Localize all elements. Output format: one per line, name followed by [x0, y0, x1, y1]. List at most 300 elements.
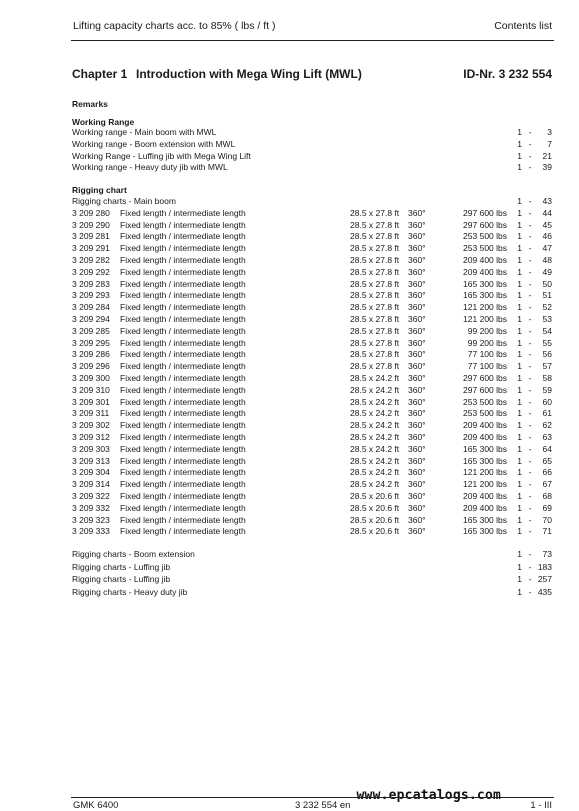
entry-label: Rigging charts - Main boom [72, 196, 176, 206]
document-id: ID-Nr. 3 232 554 [463, 67, 552, 81]
slew-angle: 360° [408, 396, 426, 407]
slew-angle: 360° [408, 266, 426, 277]
page-footer [73, 800, 552, 811]
page-dash: - [528, 574, 532, 585]
page-number: 46 [542, 231, 552, 242]
table-row [72, 231, 552, 243]
table-row [72, 456, 552, 468]
footer-page-number: 1 - III [530, 800, 552, 811]
chart-description: Fixed length / intermediate length [120, 313, 246, 324]
slew-angle: 360° [408, 443, 426, 454]
page-number: 435 [537, 586, 552, 597]
boom-config: 28.5 x 24.2 ft [350, 396, 400, 407]
counterweight: 297 600 lbs [463, 372, 507, 383]
chart-id: 3 209 323 [72, 514, 110, 525]
chart-id: 3 209 333 [72, 526, 110, 537]
page-chapter: 1 [517, 396, 522, 407]
chart-id: 3 209 314 [72, 479, 110, 490]
table-row [72, 397, 552, 409]
page-dash: - [528, 266, 532, 277]
page-chapter: 1 [517, 266, 522, 277]
counterweight: 121 200 lbs [463, 479, 507, 490]
counterweight: 121 200 lbs [463, 302, 507, 313]
page-dash: - [528, 526, 532, 537]
table-row [72, 420, 552, 432]
page-chapter: 1 [517, 243, 522, 254]
page-dash: - [528, 196, 532, 206]
slew-angle: 360° [408, 231, 426, 242]
page-number: 65 [542, 455, 552, 466]
counterweight: 165 300 lbs [463, 514, 507, 525]
page-number: 55 [542, 337, 552, 348]
page-number: 70 [542, 514, 552, 525]
entry-label: Rigging charts - Luffing jib [72, 561, 171, 572]
page-number: 68 [542, 490, 552, 501]
watermark: www.epcatalogs.com [356, 788, 501, 803]
toc-entry [72, 574, 552, 587]
slew-angle: 360° [408, 243, 426, 254]
footer-model: GMK 6400 [73, 800, 119, 811]
page-chapter: 1 [517, 384, 522, 395]
counterweight: 297 600 lbs [463, 219, 507, 230]
slew-angle: 360° [408, 219, 426, 230]
slew-angle: 360° [408, 349, 426, 360]
page-chapter: 1 [517, 150, 522, 161]
entry-label: Working range - Main boom with MWL [72, 127, 217, 137]
slew-angle: 360° [408, 372, 426, 383]
table-row [72, 349, 552, 361]
page-chapter: 1 [517, 337, 522, 348]
page-number: 7 [547, 138, 552, 149]
counterweight: 121 200 lbs [463, 467, 507, 478]
table-row [72, 432, 552, 444]
other-charts-list [72, 549, 552, 599]
page-number: 58 [542, 372, 552, 383]
chart-description: Fixed length / intermediate length [120, 384, 246, 395]
toc-entry [72, 127, 552, 139]
chapter-number: Chapter 1 [72, 67, 128, 81]
page-chapter: 1 [517, 561, 522, 572]
chart-description: Fixed length / intermediate length [120, 431, 246, 442]
slew-angle: 360° [408, 408, 426, 419]
chart-id: 3 209 293 [72, 290, 110, 301]
page-dash: - [528, 150, 532, 161]
chart-description: Fixed length / intermediate length [120, 278, 246, 289]
counterweight: 209 400 lbs [463, 431, 507, 442]
chart-description: Fixed length / intermediate length [120, 396, 246, 407]
page-number: 57 [542, 361, 552, 372]
page-dash: - [528, 420, 532, 431]
page-chapter: 1 [517, 325, 522, 336]
table-row [72, 491, 552, 503]
chart-description: Fixed length / intermediate length [120, 325, 246, 336]
page-dash: - [528, 479, 532, 490]
page-number: 52 [542, 302, 552, 313]
toc-entry [72, 562, 552, 575]
toc-entry [72, 162, 552, 174]
counterweight: 253 500 lbs [463, 231, 507, 242]
chart-id: 3 209 300 [72, 372, 110, 383]
entry-label: Rigging charts - Boom extension [72, 549, 195, 559]
chart-description: Fixed length / intermediate length [120, 337, 246, 348]
boom-config: 28.5 x 20.6 ft [350, 514, 400, 525]
page-chapter: 1 [517, 127, 522, 137]
chart-id: 3 209 283 [72, 278, 110, 289]
page-number: 48 [542, 254, 552, 265]
table-row [72, 385, 552, 397]
boom-config: 28.5 x 27.8 ft [350, 219, 400, 230]
page-number: 60 [542, 396, 552, 407]
page-number: 71 [542, 526, 552, 537]
chart-description: Fixed length / intermediate length [120, 266, 246, 277]
chart-id: 3 209 286 [72, 349, 110, 360]
boom-config: 28.5 x 27.8 ft [350, 231, 400, 242]
page-chapter: 1 [517, 302, 522, 313]
chart-description: Fixed length / intermediate length [120, 372, 246, 383]
header-title: Lifting capacity charts acc. to 85% ( lbs / ft ) [73, 20, 276, 32]
chart-id: 3 209 284 [72, 302, 110, 313]
page-chapter: 1 [517, 138, 522, 149]
page-number: 64 [542, 443, 552, 454]
boom-config: 28.5 x 27.8 ft [350, 278, 400, 289]
page-number: 62 [542, 420, 552, 431]
header-section: Contents list [494, 20, 552, 32]
table-row [72, 326, 552, 338]
page-chapter: 1 [517, 467, 522, 478]
page-dash: - [528, 384, 532, 395]
slew-angle: 360° [408, 502, 426, 513]
table-row [72, 255, 552, 267]
working-range-list [72, 127, 552, 174]
boom-config: 28.5 x 27.8 ft [350, 349, 400, 360]
page-dash: - [528, 502, 532, 513]
page-number: 257 [537, 574, 552, 585]
slew-angle: 360° [408, 431, 426, 442]
slew-angle: 360° [408, 490, 426, 501]
page-chapter: 1 [517, 549, 522, 559]
counterweight: 297 600 lbs [463, 384, 507, 395]
entry-label: Working range - Boom extension with MWL [72, 138, 236, 149]
page-dash: - [528, 514, 532, 525]
remarks-heading: Remarks [72, 99, 108, 109]
page-dash: - [528, 361, 532, 372]
boom-config: 28.5 x 27.8 ft [350, 290, 400, 301]
page-dash: - [528, 290, 532, 301]
table-row [72, 338, 552, 350]
counterweight: 253 500 lbs [463, 408, 507, 419]
table-row [72, 361, 552, 373]
page-chapter: 1 [517, 420, 522, 431]
boom-config: 28.5 x 20.6 ft [350, 502, 400, 513]
slew-angle: 360° [408, 361, 426, 372]
counterweight: 165 300 lbs [463, 290, 507, 301]
page-header [73, 20, 552, 32]
slew-angle: 360° [408, 514, 426, 525]
chapter-title: Introduction with Mega Wing Lift (MWL) [136, 67, 362, 81]
page-chapter: 1 [517, 514, 522, 525]
boom-config: 28.5 x 24.2 ft [350, 431, 400, 442]
counterweight: 77 100 lbs [467, 361, 507, 372]
boom-config: 28.5 x 27.8 ft [350, 266, 400, 277]
page-number: 69 [542, 502, 552, 513]
page-chapter: 1 [517, 479, 522, 490]
rigging-chart-heading: Rigging chart [72, 185, 127, 195]
page-dash: - [528, 337, 532, 348]
slew-angle: 360° [408, 384, 426, 395]
counterweight: 253 500 lbs [463, 396, 507, 407]
boom-config: 28.5 x 27.8 ft [350, 361, 400, 372]
boom-config: 28.5 x 24.2 ft [350, 420, 400, 431]
chart-description: Fixed length / intermediate length [120, 231, 246, 242]
chart-id: 3 209 295 [72, 337, 110, 348]
chart-description: Fixed length / intermediate length [120, 514, 246, 525]
page-number: 66 [542, 467, 552, 478]
page-number: 43 [542, 196, 552, 206]
page-chapter: 1 [517, 372, 522, 383]
page-dash: - [528, 138, 532, 149]
chart-description: Fixed length / intermediate length [120, 290, 246, 301]
page-number: 67 [542, 479, 552, 490]
boom-config: 28.5 x 27.8 ft [350, 207, 400, 218]
chart-description: Fixed length / intermediate length [120, 490, 246, 501]
chart-id: 3 209 281 [72, 231, 110, 242]
chart-id: 3 209 296 [72, 361, 110, 372]
page-number: 39 [542, 162, 552, 173]
page-chapter: 1 [517, 526, 522, 537]
table-row [72, 208, 552, 220]
page-number: 53 [542, 313, 552, 324]
slew-angle: 360° [408, 278, 426, 289]
chart-description: Fixed length / intermediate length [120, 443, 246, 454]
table-row [72, 302, 552, 314]
slew-angle: 360° [408, 420, 426, 431]
page-dash: - [528, 349, 532, 360]
table-row [72, 479, 552, 491]
page-number: 56 [542, 349, 552, 360]
page-dash: - [528, 162, 532, 173]
chart-description: Fixed length / intermediate length [120, 502, 246, 513]
slew-angle: 360° [408, 325, 426, 336]
boom-config: 28.5 x 24.2 ft [350, 479, 400, 490]
page-chapter: 1 [517, 431, 522, 442]
header-rule [71, 40, 554, 41]
page-chapter: 1 [517, 196, 522, 206]
boom-config: 28.5 x 20.6 ft [350, 490, 400, 501]
page-number: 63 [542, 431, 552, 442]
page-dash: - [528, 219, 532, 230]
boom-config: 28.5 x 27.8 ft [350, 325, 400, 336]
chart-id: 3 209 310 [72, 384, 110, 395]
counterweight: 165 300 lbs [463, 526, 507, 537]
boom-config: 28.5 x 27.8 ft [350, 337, 400, 348]
page-number: 183 [537, 561, 552, 572]
toc-entry [72, 549, 552, 562]
chart-description: Fixed length / intermediate length [120, 243, 246, 254]
page-dash: - [528, 408, 532, 419]
page-dash: - [528, 431, 532, 442]
toc-entry [72, 587, 552, 600]
page-chapter: 1 [517, 290, 522, 301]
boom-config: 28.5 x 24.2 ft [350, 384, 400, 395]
footer-doc-number: 3 232 554 en [295, 800, 351, 811]
boom-config: 28.5 x 20.6 ft [350, 526, 400, 537]
page-number: 49 [542, 266, 552, 277]
chart-id: 3 209 280 [72, 207, 110, 218]
page-number: 45 [542, 219, 552, 230]
boom-config: 28.5 x 24.2 ft [350, 455, 400, 466]
chart-id: 3 209 311 [72, 408, 110, 419]
page-dash: - [528, 396, 532, 407]
entry-label: Working Range - Luffing jib with Mega Wing Lift [72, 150, 251, 161]
table-row [72, 243, 552, 255]
page-number: 50 [542, 278, 552, 289]
boom-config: 28.5 x 27.8 ft [350, 254, 400, 265]
chart-description: Fixed length / intermediate length [120, 302, 246, 313]
counterweight: 165 300 lbs [463, 278, 507, 289]
page-chapter: 1 [517, 586, 522, 597]
chart-id: 3 209 303 [72, 443, 110, 454]
chart-id: 3 209 291 [72, 243, 110, 254]
page-chapter: 1 [517, 349, 522, 360]
counterweight: 99 200 lbs [467, 337, 507, 348]
page-dash: - [528, 278, 532, 289]
entry-label: Rigging charts - Heavy duty jib [72, 586, 188, 597]
footer-rule [71, 797, 554, 798]
page-number: 47 [542, 243, 552, 254]
table-row [72, 314, 552, 326]
boom-config: 28.5 x 24.2 ft [350, 443, 400, 454]
counterweight: 77 100 lbs [467, 349, 507, 360]
toc-entry [72, 151, 552, 163]
page-dash: - [528, 586, 532, 597]
page-dash: - [528, 455, 532, 466]
page-dash: - [528, 467, 532, 478]
page-dash: - [528, 549, 532, 559]
page-dash: - [528, 254, 532, 265]
counterweight: 209 400 lbs [463, 502, 507, 513]
page-chapter: 1 [517, 313, 522, 324]
chart-description: Fixed length / intermediate length [120, 455, 246, 466]
chart-description: Fixed length / intermediate length [120, 479, 246, 490]
page-dash: - [528, 127, 532, 137]
chart-id: 3 209 332 [72, 502, 110, 513]
table-row [72, 467, 552, 479]
chart-description: Fixed length / intermediate length [120, 349, 246, 360]
page-chapter: 1 [517, 254, 522, 265]
counterweight: 165 300 lbs [463, 443, 507, 454]
page-number: 44 [542, 207, 552, 218]
page-chapter: 1 [517, 574, 522, 585]
page-number: 3 [547, 127, 552, 137]
table-row [72, 444, 552, 456]
chart-description: Fixed length / intermediate length [120, 219, 246, 230]
chapter-heading [72, 67, 552, 81]
boom-config: 28.5 x 24.2 ft [350, 467, 400, 478]
page-dash: - [528, 231, 532, 242]
counterweight: 209 400 lbs [463, 254, 507, 265]
table-row [72, 267, 552, 279]
page-number: 59 [542, 384, 552, 395]
slew-angle: 360° [408, 479, 426, 490]
toc-entry [72, 139, 552, 151]
page-number: 21 [542, 150, 552, 161]
chart-id: 3 209 304 [72, 467, 110, 478]
slew-angle: 360° [408, 526, 426, 537]
table-row [72, 503, 552, 515]
slew-angle: 360° [408, 455, 426, 466]
slew-angle: 360° [408, 302, 426, 313]
page-chapter: 1 [517, 278, 522, 289]
counterweight: 121 200 lbs [463, 313, 507, 324]
page-chapter: 1 [517, 443, 522, 454]
table-row [72, 220, 552, 232]
page-chapter: 1 [517, 455, 522, 466]
boom-config: 28.5 x 27.8 ft [350, 243, 400, 254]
counterweight: 297 600 lbs [463, 207, 507, 218]
page-chapter: 1 [517, 231, 522, 242]
chart-id: 3 209 313 [72, 455, 110, 466]
slew-angle: 360° [408, 467, 426, 478]
chart-description: Fixed length / intermediate length [120, 420, 246, 431]
chart-id: 3 209 301 [72, 396, 110, 407]
table-row [72, 373, 552, 385]
chart-id: 3 209 292 [72, 266, 110, 277]
page-chapter: 1 [517, 502, 522, 513]
counterweight: 209 400 lbs [463, 266, 507, 277]
chart-id: 3 209 294 [72, 313, 110, 324]
page-dash: - [528, 243, 532, 254]
chart-description: Fixed length / intermediate length [120, 526, 246, 537]
chart-description: Fixed length / intermediate length [120, 254, 246, 265]
chart-description: Fixed length / intermediate length [120, 361, 246, 372]
slew-angle: 360° [408, 207, 426, 218]
boom-config: 28.5 x 27.8 ft [350, 302, 400, 313]
rigging-chart-list [72, 196, 552, 538]
entry-label: Rigging charts - Luffing jib [72, 574, 171, 585]
page-dash: - [528, 325, 532, 336]
chart-id: 3 209 290 [72, 219, 110, 230]
page-chapter: 1 [517, 162, 522, 173]
chart-id: 3 209 322 [72, 490, 110, 501]
slew-angle: 360° [408, 290, 426, 301]
page-dash: - [528, 207, 532, 218]
chart-description: Fixed length / intermediate length [120, 207, 246, 218]
chart-id: 3 209 302 [72, 420, 110, 431]
page-number: 73 [542, 549, 552, 559]
toc-entry [72, 196, 552, 208]
page-chapter: 1 [517, 408, 522, 419]
slew-angle: 360° [408, 254, 426, 265]
page-dash: - [528, 313, 532, 324]
counterweight: 165 300 lbs [463, 455, 507, 466]
page-dash: - [528, 372, 532, 383]
chart-id: 3 209 285 [72, 325, 110, 336]
page-chapter: 1 [517, 207, 522, 218]
entry-label: Working range - Heavy duty jib with MWL [72, 162, 228, 173]
page-chapter: 1 [517, 490, 522, 501]
page-chapter: 1 [517, 361, 522, 372]
page-number: 61 [542, 408, 552, 419]
page-number: 51 [542, 290, 552, 301]
chart-description: Fixed length / intermediate length [120, 467, 246, 478]
page-dash: - [528, 443, 532, 454]
table-row [72, 515, 552, 527]
boom-config: 28.5 x 24.2 ft [350, 372, 400, 383]
working-range-heading: Working Range [72, 117, 135, 127]
page-number: 54 [542, 325, 552, 336]
table-row [72, 526, 552, 538]
page-dash: - [528, 561, 532, 572]
